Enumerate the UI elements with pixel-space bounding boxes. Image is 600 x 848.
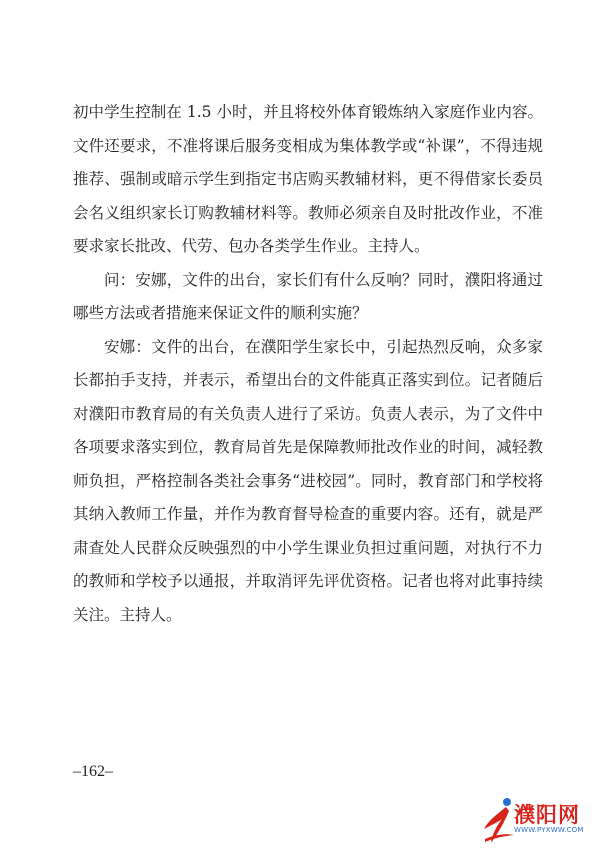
site-watermark-logo: [482, 795, 594, 845]
article-body: [73, 96, 543, 632]
site-name: 濮阳网: [514, 803, 580, 827]
paragraph-question: 问：安娜，文件的出台，家长们有什么反响？同时，濮阳将通过哪些方法或者措施来保证文件的顺利实施？: [73, 270, 543, 322]
site-url: WWW.PYXWW.COM: [514, 826, 584, 834]
swoosh-figure-icon: [482, 795, 516, 845]
paragraph-continuation: 初中学生控制在 1.5 小时，并且将校外体育锻炼纳入家庭作业内容。文件还要求，不准将课后服务变相成为集体教学或“补课”，不得违规推荐、强制或暗示学生到指定书店购买教辅材料，更不得借家长委员会名义组织家长订购教辅材料等。教师必须亲自及时批改作业，不准要求家长批改、代劳、包办各类学生作业。主持人。: [73, 103, 543, 255]
page-number: –162–: [73, 763, 113, 780]
paragraph-answer: 安娜：文件的出台，在濮阳学生家长中，引起热烈反响，众多家长都拍手支持，并表示，希望出台的文件能真正落实到位。记者随后对濮阳市教育局的有关负责人进行了采访。负责人表示，为了文件中各项要求落实到位，教育局首先是保障教师批改作业的时间，减轻教师负担，严格控制各类社会事务“进校园”。同时，教育部门和学校将其纳入教师工作量，并作为教育督导检查的重要内容。还有，就是严肃查处人民群众反映强烈的中小学生课业负担过重问题，对执行不力的教师和学校予以通报，并取消评先评优资格。记者也将对此事持续关注。主持人。: [73, 337, 543, 624]
